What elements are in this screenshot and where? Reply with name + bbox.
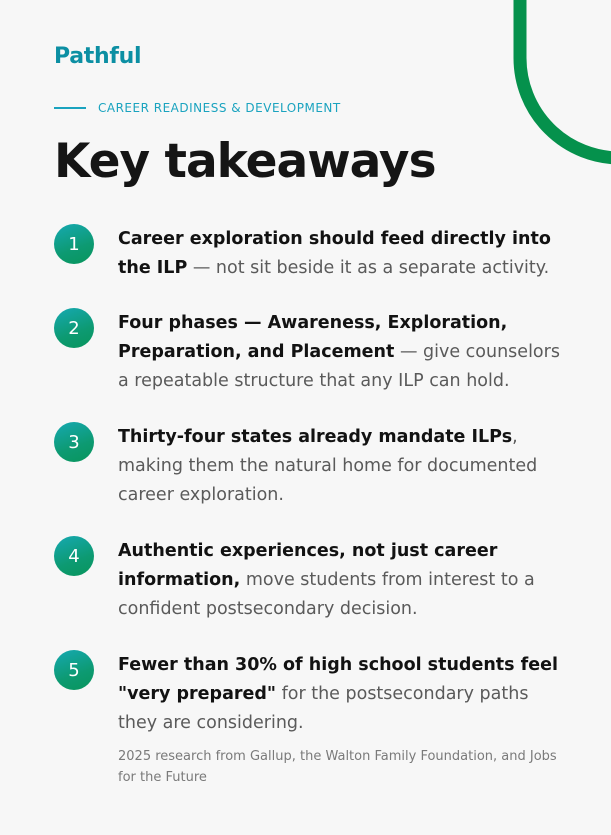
takeaway-bold: Career exploration should feed directly into the ILP xyxy=(118,229,551,278)
takeaway-rest: move students from interest to a confident postsecondary decision. xyxy=(118,570,535,619)
takeaway-text xyxy=(118,651,568,738)
takeaway-text xyxy=(118,423,568,510)
takeaway-bold: Authentic experiences, not just career information, xyxy=(118,541,498,590)
kicker-label: CAREER READINESS & DEVELOPMENT xyxy=(98,101,341,115)
section-kicker xyxy=(54,101,341,115)
pathful-logo: Pathful xyxy=(54,44,142,69)
takeaway-text xyxy=(118,225,568,283)
number-badge: 5 xyxy=(54,650,94,690)
takeaway-rest: — not sit beside it as a separate activity. xyxy=(187,258,550,278)
takeaway-text xyxy=(118,537,568,624)
takeaway-rest: , making them the natural home for documented career exploration. xyxy=(118,427,538,505)
page-title: Key takeaways xyxy=(54,134,436,189)
takeaway-bold: Four phases — Awareness, Exploration, Preparation, and Placement xyxy=(118,313,508,362)
takeaway-rest: for the postsecondary paths they are considering. xyxy=(118,684,529,733)
source-note: 2025 research from Gallup, the Walton Family Foundation, and Jobs for the Future xyxy=(118,749,557,785)
number-badge: 1 xyxy=(54,224,94,264)
takeaway-bold: Thirty-four states already mandate ILPs xyxy=(118,427,513,447)
kicker-rule xyxy=(54,107,86,109)
number-badge: 4 xyxy=(54,536,94,576)
number-badge: 2 xyxy=(54,308,94,348)
takeaway-text xyxy=(118,309,568,396)
number-badge: 3 xyxy=(54,422,94,462)
takeaway-bold: Fewer than 30% of high school students feel "very prepared" xyxy=(118,655,559,704)
takeaway-rest: — give counselors a repeatable structure that any ILP can hold. xyxy=(118,342,560,391)
